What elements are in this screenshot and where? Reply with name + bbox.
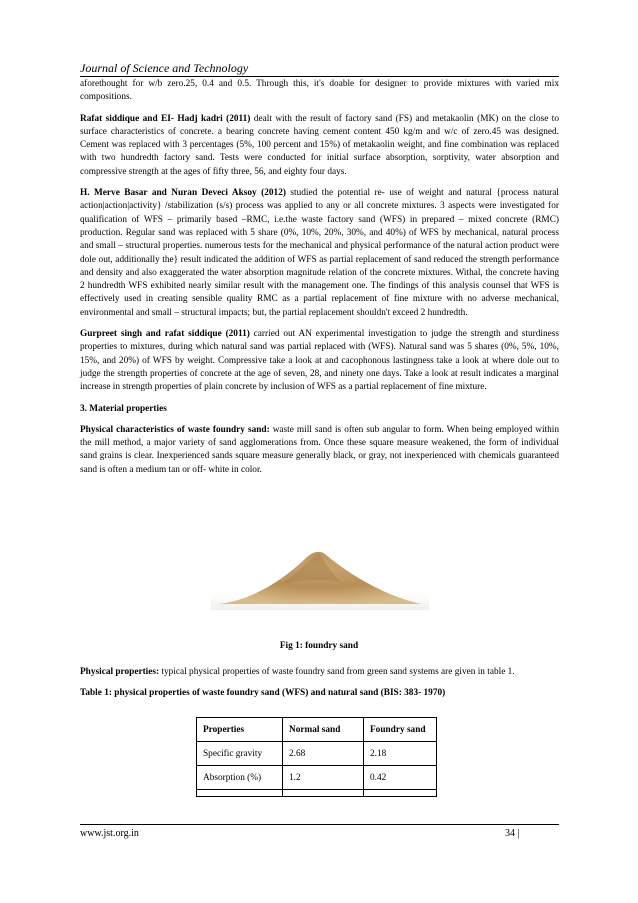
table-cell: 0.42: [364, 766, 437, 790]
paragraph-siddique-kadri: [80, 113, 559, 179]
author-citation: H. Merve Basar and Nuran Deveci Aksoy (2012): [80, 188, 286, 199]
table-cell: [283, 790, 364, 797]
table-header-cell: Normal sand: [283, 718, 364, 742]
table-header-cell: Foundry sand: [364, 718, 437, 742]
foundry-sand-image: [211, 544, 429, 610]
paragraph-text: dealt with the result of factory sand (FS) and metakaolin (MK) on the close to surface characteristics of concrete. a bearing concrete having cement content 450 kg/m and w/c of zero.45 was designed. Cement was replaced with 3 percentages (5%, 100 percent and 15%) of metakaolin weight, and fine combination was replaced with two hundredth factory sand. Tests were conducted for initial surface absorption, sorptivity, water absorption and compressive strength at the ages of fifty three, 56, and eighty four days.: [80, 113, 559, 177]
body-text: [80, 78, 559, 485]
paragraph-basar-aksoy: [80, 187, 559, 320]
footer-divider: [80, 824, 559, 825]
table-spacer-row: [197, 790, 437, 797]
table-cell: 2.68: [283, 742, 364, 766]
paragraph-text: studied the potential re- use of weight and natural {process natural action|action|activity} /stabilization (s/s) process was applied to any or all concrete mixtures. 3 aspects were investigated for qualification of WFS – primarily based –RMC, i.e.the waste factory sand (WFS) in prepared – mixed concrete (RMC) production. Regular sand was replaced with 5 share (0%, 10%, 20%, 30%, and 40%) of WFS by mechanical, natural process and small – structural properties. numerous tests for the mechanical and physical performance of the natural action product were dole out, additionally the} result indicated the addition of WFS as partial replacement of sand reduced the strength performance and density and also exaggerated the water absorption magnitude relation of the concrete mixtures. Withal, the concrete having 2 hundredth WFS exhibited nearly similar result with the management one. The findings of this analysis counsel that WFS is effectively used in creating sensible quality RMC as a partial replacement of fine mixture with no adverse mechanical, environmental and small – structural impacts; but, the partial replacement shouldn't exceed 2 hundredth.: [80, 188, 559, 318]
paragraph-physical-characteristics: [80, 424, 559, 477]
paragraph-label: Physical properties:: [80, 667, 160, 677]
table-cell: Specific gravity: [197, 742, 283, 766]
paragraph-label: Physical characteristics of waste foundry sand:: [80, 424, 270, 435]
table-header-row: [197, 718, 437, 742]
table-cell: [197, 790, 283, 797]
table-row: [197, 742, 437, 766]
author-citation: Rafat siddique and EI- Hadj kadri (2011): [80, 113, 251, 124]
table-cell: 2.18: [364, 742, 437, 766]
paragraph-text: waste mill sand is often sub angular to form. When being employed within the mill method, a major variety of sand agglomerations from. Once these square measure weakened, the form of individual sand grains is clear. Inexperienced sands square measure generally black, or gray, not inexperienced with chemicals guaranteed sand is often a medium tan or off- white in color.: [80, 424, 560, 475]
physical-properties-section: [80, 666, 559, 709]
table-row: [197, 766, 437, 790]
table-cell: 1.2: [283, 766, 364, 790]
table-title: [80, 687, 559, 700]
paragraph-intro: [80, 78, 559, 105]
author-citation: Gurpreet singh and rafat siddique (2011): [80, 329, 250, 340]
page-number: 34 |: [505, 828, 520, 839]
figure-caption: Fig 1: foundry sand: [279, 641, 359, 651]
paragraph-singh-siddique: [80, 328, 559, 394]
table-cell: [364, 790, 437, 797]
footer-url: www.jst.org.in: [80, 828, 139, 839]
table-cell: Absorption (%): [197, 766, 283, 790]
journal-title: Journal of Science and Technology: [80, 61, 249, 75]
header-divider: [80, 76, 559, 77]
paragraph-intro-text: aforethought for w/b zero.25, 0.4 and 0.5. Through this, it's doable for designer to provide mixtures with varied mix compositions.: [80, 79, 559, 103]
table-title-text: Table 1: physical properties of waste foundry sand (WFS) and natural sand (BIS: 383- 1970): [80, 688, 446, 699]
properties-table: [196, 717, 437, 797]
paragraph-physical-properties: [80, 666, 559, 679]
section-heading: 3. Material properties: [80, 403, 167, 414]
paragraph-text: typical physical properties of waste foundry sand from green sand systems are given in table 1.: [159, 667, 515, 677]
table-header-cell: Properties: [197, 718, 283, 742]
paragraph-text: carried out AN experimental investigation to judge the strength and sturdiness properties to mixtures, during which natural sand was partial replaced with (WFS). Natural sand was 5 shares (0%, 5%, 10%, 15%, and 20%) of WFS by weight. Compressive take a look at and cacophonous lastingness take a look at where dole out to judge the strength properties of concrete at the age of seven, 28, and ninety one days. Take a look at result indicates a marginal increase in strength properties of plain concrete by inclusion of WFS as a partial replacement of fine mixture.: [80, 329, 559, 393]
